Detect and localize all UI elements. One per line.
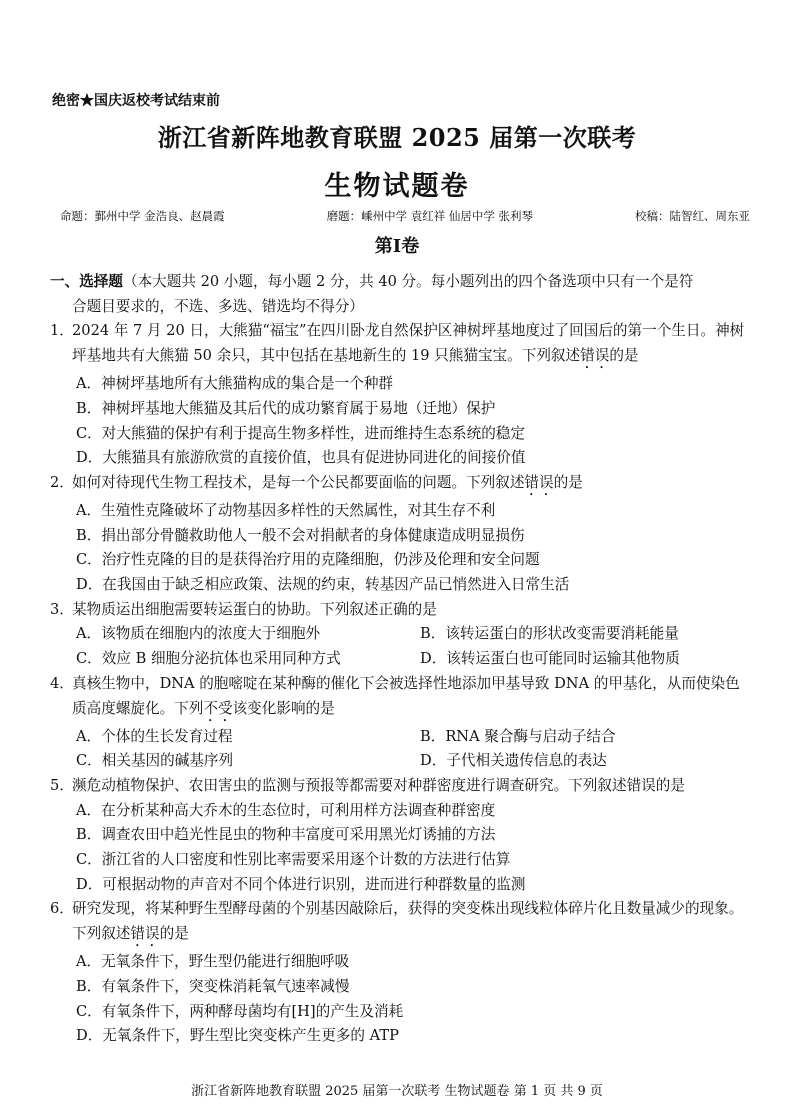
- question-number: 2．: [50, 473, 74, 491]
- question-stem: 真核生物中，DNA 的胞嘧啶在某种酶的催化下会被选择性地添加甲基导致 DNA 的甲基化，从而使染色质高度螺旋化。下列: [72, 674, 740, 717]
- question-stem: 2024 年 7 月 20 日，大熊猫“福宝”在四川卧龙自然保护区神树坪基地度过了回国后的第一个生日。神树坪基地共有大熊猫 50 余只，其中包括在基地新生的 19 只熊猫宝宝。下列叙述: [72, 322, 745, 365]
- option-b: B．调查农田中趋光性昆虫的物种丰富度可采用黑光灯诱捕的方法: [76, 826, 496, 844]
- authors-line: [60, 208, 750, 224]
- question-number: 5．: [50, 776, 74, 794]
- options-row-ab: [50, 622, 750, 647]
- question-number: 1．: [50, 322, 74, 340]
- question-stem: 某物质运出细胞需要转运蛋白的协助。下列叙述正确的是: [72, 600, 437, 618]
- question-stem-end: 的是: [609, 347, 639, 365]
- option-d: D．子代相关遗传信息的表达: [420, 752, 607, 770]
- question-stem-end: 的是: [159, 925, 189, 943]
- emphasis-text: 错误: [130, 925, 160, 943]
- option-c: C．有氧条件下，两种酵母菌均有[H]的产生及消耗: [76, 1002, 404, 1020]
- option-b: B．该转运蛋白的形状改变需要消耗能量: [420, 625, 679, 643]
- exam-title: 浙江省新阵地教育联盟 2025 届第一次联考: [157, 123, 637, 152]
- question-5: [50, 774, 750, 799]
- question-number: 3．: [50, 600, 74, 618]
- question-stem: 如何对待现代生物工程技术，是每一个公民都要面临的问题。下列叙述: [72, 473, 525, 491]
- question-2: [50, 471, 750, 499]
- emphasis-text: 不受: [203, 699, 233, 717]
- section-heading: [50, 270, 750, 295]
- confidential-label: 绝密★国庆返校考试结束前: [52, 93, 220, 109]
- emphasis-text: 错误: [524, 473, 554, 491]
- option-d: D．在我国由于缺乏相应政策、法规的约束，转基因产品已悄然进入日常生活: [76, 576, 570, 594]
- option-a: A．该物质在细胞内的浓度大于细胞外: [76, 625, 321, 643]
- option-c: C．治疗性克隆的目的是获得治疗用的克隆细胞，仍涉及伦理和安全问题: [76, 551, 540, 569]
- question-1: [50, 319, 750, 372]
- option-c: C．效应 B 细胞分泌抗体也采用同种方式: [76, 650, 341, 668]
- option-b: B．神树坪基地大熊猫及其后代的成功繁育属于易地（迁地）保护: [76, 399, 496, 417]
- author-setters: 命题：鄞州中学 金浩良、赵晨霞: [60, 209, 225, 223]
- option-d: D．该转运蛋白也可能同时运输其他物质: [420, 650, 680, 668]
- author-reviewers: 磨题：嵊州中学 袁红祥 仙居中学 张利琴: [326, 209, 534, 223]
- question-3: [50, 598, 750, 623]
- options-row-ab: [50, 725, 750, 750]
- options-row-cd: [50, 647, 750, 672]
- question-stem: 濒危动植物保护、农田害虫的监测与预报等都需要对种群密度进行调查研究。下列叙述错误的是: [72, 776, 685, 794]
- option-b: B．RNA 聚合酶与启动子结合: [420, 727, 616, 745]
- section-desc-2: 合题目要求的，不选、多选、错选均不得分）: [72, 297, 364, 315]
- option-a: A．神树坪基地所有大熊猫构成的集合是一个种群: [76, 375, 394, 393]
- option-d: D．大熊猫具有旅游欣赏的直接价值，也具有促进协同进化的间接价值: [76, 449, 526, 467]
- question-stem-end: 的是: [553, 473, 583, 491]
- option-a: A．个体的生长发育过程: [76, 727, 233, 745]
- volume-heading: 第Ⅰ卷: [374, 236, 420, 257]
- option-a: A．无氧条件下，野生型仍能进行细胞呼吸: [76, 953, 350, 971]
- option-a: A．生殖性克隆破坏了动物基因多样性的天然属性，对其生存不利: [76, 501, 496, 519]
- option-d: D．无氧条件下，野生型比突变株产生更多的 ATP: [76, 1027, 399, 1045]
- question-area: [50, 270, 750, 1049]
- question-number: 6．: [50, 900, 74, 918]
- options-row-cd: [50, 749, 750, 774]
- question-6: [50, 897, 750, 950]
- emphasis-text: 错误: [580, 347, 610, 365]
- option-c: C．对大熊猫的保护有利于提高生物多样性，进而维持生态系统的稳定: [76, 424, 525, 442]
- question-stem-end: 该变化影响的是: [232, 699, 335, 717]
- option-b: B．有氧条件下，突变株消耗氧气速率减慢: [76, 977, 350, 995]
- question-4: [50, 672, 750, 725]
- section-label: 一、选择题: [50, 273, 123, 290]
- question-number: 4．: [50, 674, 74, 692]
- option-c: C．相关基因的碱基序列: [76, 752, 234, 770]
- question-stem: 研究发现，将某种野生型酵母菌的个别基因敲除后，获得的突变株出现线粒体碎片化且数量减少的现象。下列叙述: [72, 900, 744, 943]
- section-desc-1: （本大题共 20 小题，每小题 2 分，共 40 分。每小题列出的四个备选项中只有一个是符: [122, 273, 694, 290]
- page-footer: 浙江省新阵地教育联盟 2025 届第一次联考 生物试题卷 第 1 页 共 9 页: [191, 1084, 603, 1099]
- option-a: A．在分析某种高大乔木的生态位时，可利用样方法调查种群密度: [76, 801, 496, 819]
- author-proofreaders: 校稿：陆智红、周东亚: [635, 209, 750, 223]
- exam-subtitle: 生物试题卷: [324, 171, 470, 202]
- option-b: B．捐出部分骨髓救助他人一般不会对捐献者的身体健康造成明显损伤: [76, 526, 525, 544]
- option-d: D．可根据动物的声音对不同个体进行识别，进而进行种群数量的监测: [76, 875, 526, 893]
- option-c: C．浙江省的人口密度和性别比率需要采用逐个计数的方法进行估算: [76, 851, 511, 869]
